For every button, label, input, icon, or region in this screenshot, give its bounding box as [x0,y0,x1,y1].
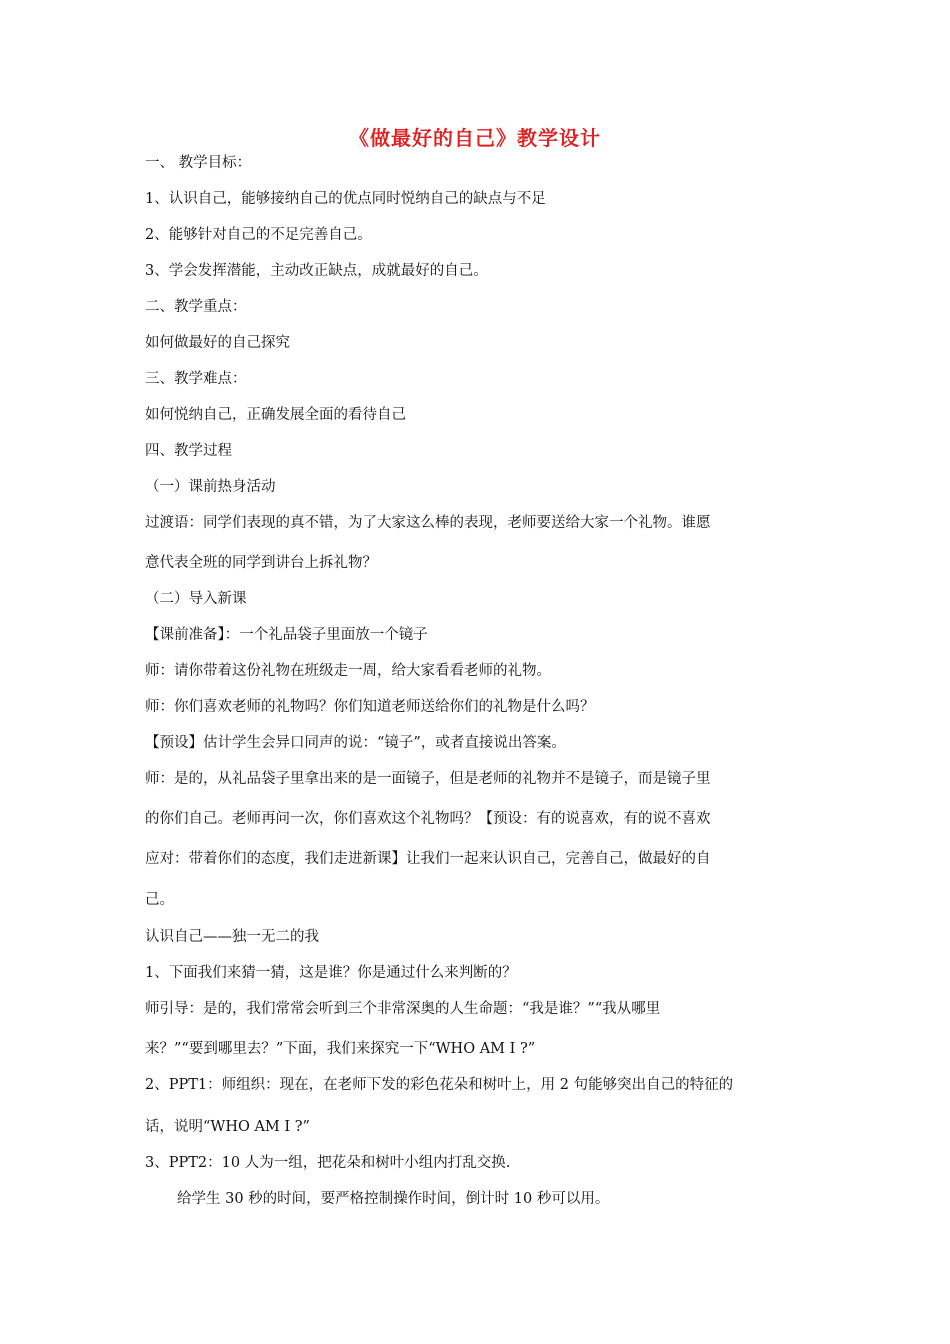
paragraph-line: 3、PPT2：10 人为一组，把花朵和树叶小组内打乱交换. [145,1155,511,1171]
paragraph-line: 师：你们喜欢老师的礼物吗？你们知道老师送给你们的礼物是什么吗？ [145,699,595,715]
objective-item-1: 1、认识自己，能够接纳自己的优点同时悦纳自己的缺点与不足 [145,191,546,207]
key-point-text: 如何做最好的自己探究 [145,335,290,351]
paragraph-line: 【预设】估计学生会异口同声的说：“镜子”，或者直接说出答案。 [145,735,566,751]
paragraph-line: 师引导：是的，我们常常会听到三个非常深奥的人生命题：“我是谁？”“我从哪里 [145,1001,661,1017]
section-heading-process: 四、教学过程 [145,443,232,459]
subsection-intro: （二）导入新课 [145,591,247,607]
paragraph-line: 己。 [145,892,174,908]
section-heading-key-points: 二、教学重点： [145,299,247,315]
document-title: 《做最好的自己》教学设计 [349,126,601,150]
objective-item-3: 3、学会发挥潜能，主动改正缺点，成就最好的自己。 [145,263,488,279]
paragraph-line: 应对：带着你们的态度，我们走进新课】让我们一起来认识自己，完善自己，做最好的自 [145,851,711,867]
subsection-know-yourself: 认识自己——独一无二的我 [145,929,319,945]
paragraph-line: 2、PPT1：师组织：现在，在老师下发的彩色花朵和树叶上，用 2 句能够突出自己的特征的 [145,1077,734,1093]
paragraph-line: 1、下面我们来猜一猜，这是谁？你是通过什么来判断的？ [145,965,517,981]
paragraph-line: 师：请你带着这份礼物在班级走一周，给大家看看老师的礼物。 [145,663,551,679]
paragraph-line: 【课前准备】：一个礼品袋子里面放一个镜子 [145,627,428,643]
paragraph-line: 给学生 30 秒的时间，要严格控制操作时间，倒计时 10 秒可以用。 [177,1191,610,1207]
objective-item-2: 2、能够针对自己的不足完善自己。 [145,227,372,243]
section-heading-difficulties: 三、教学难点： [145,371,247,387]
paragraph-line: 话，说明“WHO AM I ?” [145,1119,310,1135]
section-heading-objectives: 一、 教学目标： [145,155,252,171]
paragraph-line: 师：是的，从礼品袋子里拿出来的是一面镜子，但是老师的礼物并不是镜子，而是镜子里 [145,771,711,787]
difficulty-text: 如何悦纳自己，正确发展全面的看待自己 [145,407,406,423]
paragraph-line: 来？”“要到哪里去？”下面，我们来探究一下“WHO AM I ?” [145,1041,536,1057]
subsection-warmup: （一）课前热身活动 [145,479,276,495]
paragraph-line: 意代表全班的同学到讲台上拆礼物？ [145,555,377,571]
paragraph-line: 过渡语：同学们表现的真不错，为了大家这么棒的表现，老师要送给大家一个礼物。谁愿 [145,515,711,531]
paragraph-line: 的你们自己。老师再问一次，你们喜欢这个礼物吗？【预设：有的说喜欢，有的说不喜欢 [145,811,711,827]
